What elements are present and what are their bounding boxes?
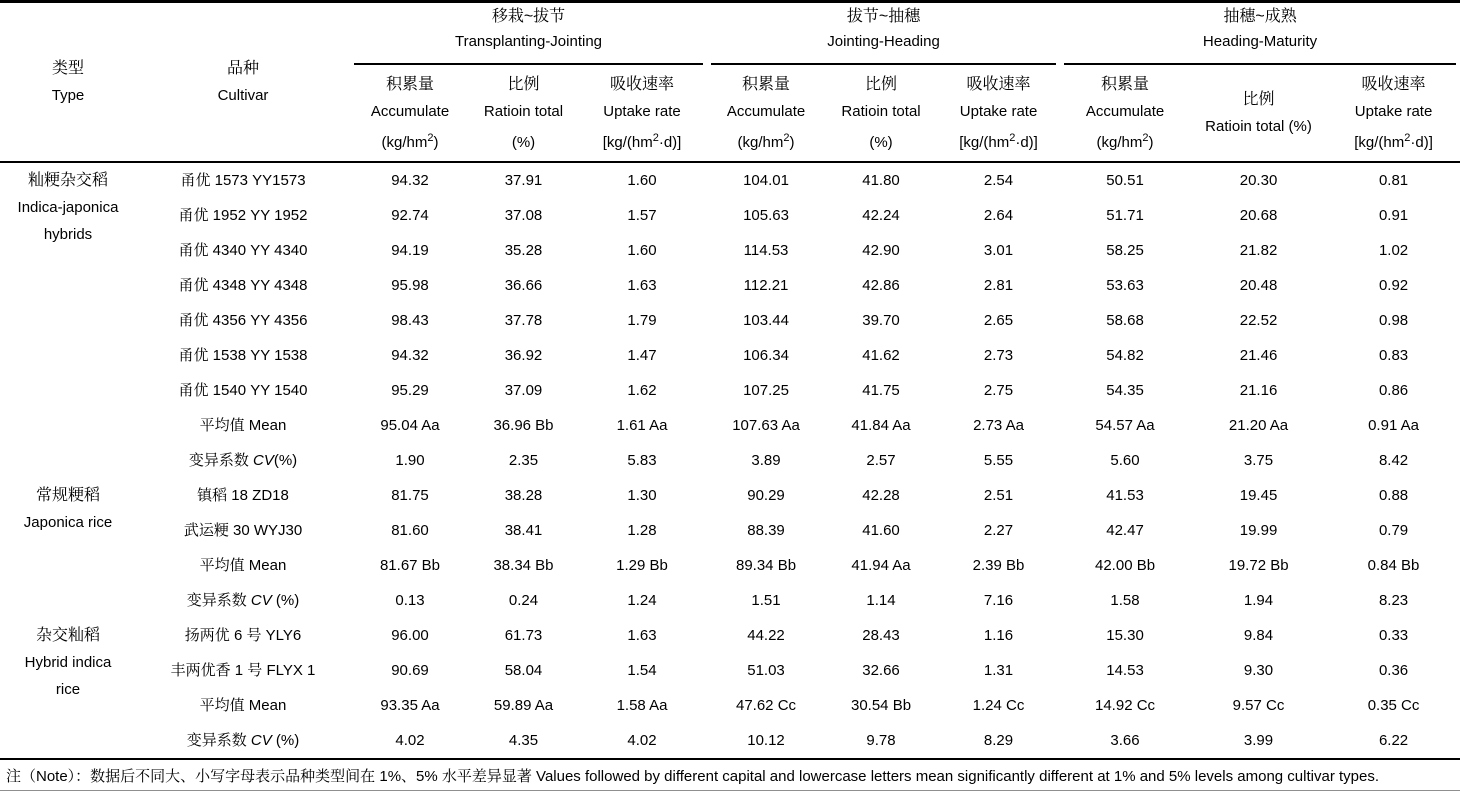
value-cell: 58.68 xyxy=(1106,312,1144,329)
unit-label: $(kg/hm^2)$ xyxy=(737,131,795,151)
value-cell: 1.94 xyxy=(1243,592,1274,609)
value-cell: 19.99 xyxy=(1239,522,1278,539)
value-cell: 2.57 xyxy=(866,452,896,469)
group3-title-zh: 抽穗~成熟 xyxy=(1223,8,1297,25)
value-cell: 37.91 xyxy=(504,172,543,189)
value-cell: 0.35 Cc xyxy=(1367,697,1420,714)
value-cell: 1.60 xyxy=(627,172,657,189)
value-cell: 38.41 xyxy=(504,522,543,539)
table-row xyxy=(0,723,1460,758)
value-cell: 1.57 xyxy=(627,207,657,224)
subheader-g3-accumulate: 积累量 Accumulate $(kg/hm^2)$ xyxy=(1060,65,1190,162)
value-cell: 10.12 xyxy=(747,732,785,749)
group1-title-zh: 移栽~拔节 xyxy=(491,8,566,25)
value-cell: 2.81 xyxy=(983,277,1014,294)
value-cell: 5.55 xyxy=(983,452,1014,469)
value-cell: 3.66 xyxy=(1110,732,1140,749)
value-cell: 15.30 xyxy=(1106,627,1144,644)
value-cell: 59.89 Aa xyxy=(493,697,554,714)
value-cell: 94.32 xyxy=(391,347,429,364)
value-cell: 54.82 xyxy=(1106,347,1144,364)
table-row xyxy=(0,338,1460,373)
value-cell: 41.62 xyxy=(862,347,900,364)
table-row xyxy=(0,653,1460,688)
table-row xyxy=(0,373,1460,408)
value-cell: 20.48 xyxy=(1239,277,1278,294)
value-cell: 95.04 Aa xyxy=(380,417,440,434)
cultivar-cell: 武运粳 30 WYJ30 xyxy=(183,522,303,539)
value-cell: 39.70 xyxy=(862,312,900,329)
value-cell: 14.92 Cc xyxy=(1095,697,1156,714)
value-cell: 41.53 xyxy=(1106,487,1144,504)
value-cell: 2.27 xyxy=(983,522,1014,539)
value-cell: 51.71 xyxy=(1106,207,1144,224)
value-cell: 2.75 xyxy=(983,382,1014,399)
value-cell: 38.28 xyxy=(504,487,543,504)
value-cell: 92.74 xyxy=(391,207,429,224)
group3-title-en: Heading-Maturity xyxy=(1202,33,1318,50)
value-cell: 37.78 xyxy=(504,312,543,329)
cultivar-cell: 平均值 Mean xyxy=(199,557,287,574)
cultivar-cell: 变异系数 CV(%) xyxy=(188,452,298,469)
table-row xyxy=(0,268,1460,303)
value-cell: 58.04 xyxy=(504,662,543,679)
value-cell: 112.21 xyxy=(743,277,789,294)
value-cell: 42.24 xyxy=(862,207,900,224)
type-line: 杂交籼稻 xyxy=(35,627,100,644)
value-cell: 5.60 xyxy=(1110,452,1140,469)
value-cell: 2.64 xyxy=(983,207,1014,224)
value-cell: 21.16 xyxy=(1239,382,1278,399)
value-cell: 2.51 xyxy=(983,487,1014,504)
table-row xyxy=(0,233,1460,268)
value-cell: 36.96 Bb xyxy=(493,417,554,434)
value-cell: 37.08 xyxy=(504,207,543,224)
value-cell: 4.02 xyxy=(395,732,425,749)
value-cell: 8.42 xyxy=(1378,452,1409,469)
value-cell: 81.75 xyxy=(391,487,429,504)
value-cell: 36.66 xyxy=(504,277,543,294)
group2-title-en: Jointing-Heading xyxy=(827,33,940,50)
value-cell: 1.47 xyxy=(627,347,657,364)
value-cell: 44.22 xyxy=(747,627,785,644)
cultivar-cell: 镇稻 18 ZD18 xyxy=(197,487,289,504)
table-row xyxy=(0,303,1460,338)
value-cell: 1.30 xyxy=(627,487,657,504)
cultivar-cell: 甬优 1540 YY 1540 xyxy=(178,382,308,399)
value-cell: 4.35 xyxy=(508,732,539,749)
value-cell: 96.00 xyxy=(391,627,429,644)
value-cell: 0.86 xyxy=(1378,382,1409,399)
header-group-heading-maturity xyxy=(1060,2,1460,66)
table-row xyxy=(0,548,1460,583)
table-footnote: 注（Note）：数据后不同大、小写字母表示品种类型间在 1%、5% 水平差异显著 Values followed by different capital and lowercase letters mean significantly different at 1% and 5% levels among cultivar types. xyxy=(0,758,1460,791)
cultivar-cell: 丰两优香 1 号 FLYX 1 xyxy=(170,662,316,679)
value-cell: 0.81 xyxy=(1378,172,1409,189)
value-cell: 81.67 Bb xyxy=(379,557,441,574)
value-cell: 47.62 Cc xyxy=(735,697,797,714)
value-cell: 38.34 Bb xyxy=(493,557,554,574)
subheader-g3-uptake-rate: 吸收速率 Uptake rate $[kg/(hm^2\cdot d)]$ xyxy=(1327,65,1460,162)
value-cell: 36.92 xyxy=(504,347,543,364)
value-cell: 14.53 xyxy=(1106,662,1144,679)
value-cell: 1.54 xyxy=(627,662,657,679)
header-cultivar-zh: 品种 xyxy=(226,60,259,77)
value-cell: 61.73 xyxy=(504,627,543,644)
unit-label: $[kg/(hm^2\cdot d)]$ xyxy=(959,131,1038,151)
value-cell: 1.16 xyxy=(983,627,1014,644)
value-cell: 105.63 xyxy=(743,207,789,224)
cultivar-cell: 甬优 1538 YY 1538 xyxy=(178,347,308,364)
type-line: Indica-japonica xyxy=(17,199,119,216)
value-cell: 54.35 xyxy=(1106,382,1144,399)
value-cell: 41.60 xyxy=(862,522,900,539)
value-cell: 1.62 xyxy=(627,382,657,399)
table-row xyxy=(0,688,1460,723)
value-cell: 1.51 xyxy=(751,592,781,609)
value-cell: 1.31 xyxy=(983,662,1014,679)
header-group-transplanting-jointing xyxy=(350,2,707,66)
value-cell: 94.32 xyxy=(391,172,429,189)
cultivar-cell: 甬优 4348 YY 4348 xyxy=(178,277,308,294)
value-cell: 0.91 xyxy=(1378,207,1409,224)
value-cell: 21.82 xyxy=(1239,242,1278,259)
header-cultivar xyxy=(136,2,350,163)
value-cell: 94.19 xyxy=(391,242,429,259)
value-cell: 2.65 xyxy=(983,312,1014,329)
value-cell: 53.63 xyxy=(1106,277,1144,294)
value-cell: 22.52 xyxy=(1239,312,1278,329)
value-cell: 20.68 xyxy=(1239,207,1278,224)
value-cell: 90.29 xyxy=(747,487,785,504)
type-line: rice xyxy=(55,681,81,698)
cultivar-cell: 甬优 1952 YY 1952 xyxy=(178,207,308,224)
value-cell: 9.30 xyxy=(1243,662,1274,679)
value-cell: 32.66 xyxy=(862,662,900,679)
type-cell xyxy=(0,162,136,478)
header-type xyxy=(0,2,136,163)
value-cell: 1.14 xyxy=(866,592,896,609)
type-cell xyxy=(0,478,136,618)
value-cell: 20.30 xyxy=(1239,172,1278,189)
type-line: hybrids xyxy=(43,226,93,243)
value-cell: 41.80 xyxy=(862,172,900,189)
value-cell: 8.23 xyxy=(1378,592,1409,609)
value-cell: 5.83 xyxy=(627,452,657,469)
header-group-jointing-heading xyxy=(707,2,1060,66)
header-cultivar-en: Cultivar xyxy=(217,87,269,104)
value-cell: 0.83 xyxy=(1378,347,1409,364)
value-cell: 107.25 xyxy=(743,382,789,399)
value-cell: 42.47 xyxy=(1106,522,1144,539)
subheader-g2-uptake-rate: 吸收速率 Uptake rate $[kg/(hm^2\cdot d)]$ xyxy=(937,65,1060,162)
value-cell: 42.90 xyxy=(862,242,900,259)
value-cell: 30.54 Bb xyxy=(850,697,912,714)
type-line: Japonica rice xyxy=(23,514,113,531)
value-cell: 0.92 xyxy=(1378,277,1409,294)
value-cell: 2.54 xyxy=(983,172,1014,189)
value-cell: 0.91 Aa xyxy=(1368,417,1419,434)
type-cell xyxy=(0,618,136,758)
value-cell: 21.46 xyxy=(1239,347,1278,364)
value-cell: 42.86 xyxy=(862,277,900,294)
value-cell: 19.72 Bb xyxy=(1228,557,1289,574)
value-cell: 98.43 xyxy=(391,312,429,329)
value-cell: 2.73 xyxy=(983,347,1014,364)
value-cell: 95.98 xyxy=(391,277,429,294)
value-cell: 35.28 xyxy=(504,242,543,259)
type-line: Hybrid indica xyxy=(24,654,112,671)
value-cell: 9.57 Cc xyxy=(1232,697,1285,714)
value-cell: 114.53 xyxy=(743,242,789,259)
cultivar-cell: 扬两优 6 号 YLY6 xyxy=(184,627,302,644)
cultivar-cell: 甬优 4340 YY 4340 xyxy=(178,242,308,259)
table-row xyxy=(0,162,1460,198)
value-cell: 0.24 xyxy=(508,592,539,609)
value-cell: 42.28 xyxy=(862,487,900,504)
table-row xyxy=(0,583,1460,618)
unit-label: (%) xyxy=(869,133,893,151)
value-cell: 58.25 xyxy=(1106,242,1144,259)
value-cell: 7.16 xyxy=(983,592,1014,609)
value-cell: 0.84 Bb xyxy=(1367,557,1420,574)
subheader-g1-accumulate: 积累量 Accumulate $(kg/hm^2)$ xyxy=(350,65,470,162)
value-cell: 0.36 xyxy=(1378,662,1409,679)
value-cell: 2.73 Aa xyxy=(973,417,1024,434)
unit-label: (%) xyxy=(511,133,536,151)
cultivar-cell: 平均值 Mean xyxy=(199,697,287,714)
unit-label: $[kg/(hm^2\cdot d)]$ xyxy=(1354,131,1433,151)
table-row xyxy=(0,513,1460,548)
table-row xyxy=(0,198,1460,233)
value-cell: 28.43 xyxy=(862,627,900,644)
value-cell: 1.90 xyxy=(395,452,425,469)
value-cell: 106.34 xyxy=(743,347,789,364)
subheader-g1-ratio: 比例 Ratioin total (%) xyxy=(470,65,577,162)
value-cell: 51.03 xyxy=(747,662,785,679)
value-cell: 1.63 xyxy=(627,277,657,294)
cultivar-cell: 变异系数 CV (%) xyxy=(186,592,300,609)
table-row xyxy=(0,618,1460,653)
value-cell: 6.22 xyxy=(1378,732,1409,749)
value-cell: 54.57 Aa xyxy=(1095,417,1155,434)
value-cell: 89.34 Bb xyxy=(735,557,797,574)
cultivar-cell: 变异系数 CV (%) xyxy=(186,732,300,749)
subheader-g3-ratio: 比例 Ratioin total (%) xyxy=(1190,65,1327,162)
value-cell: 3.75 xyxy=(1243,452,1274,469)
value-cell: 3.99 xyxy=(1243,732,1274,749)
cultivar-cell: 甬优 1573 YY1573 xyxy=(180,172,306,189)
type-line: 籼粳杂交稻 xyxy=(27,172,108,189)
value-cell: 1.58 Aa xyxy=(616,697,668,714)
header-type-en: Type xyxy=(51,87,85,104)
header-type-zh: 类型 xyxy=(51,60,84,77)
value-cell: 21.20 Aa xyxy=(1228,417,1289,434)
value-cell: 104.01 xyxy=(743,172,789,189)
value-cell: 1.24 Cc xyxy=(972,697,1025,714)
value-cell: 0.13 xyxy=(395,592,425,609)
value-cell: 41.75 xyxy=(862,382,900,399)
value-cell: 37.09 xyxy=(504,382,543,399)
value-cell: 93.35 Aa xyxy=(380,697,440,714)
value-cell: 1.29 Bb xyxy=(616,557,668,574)
value-cell: 41.84 Aa xyxy=(851,417,911,434)
subheader-g2-ratio: 比例 Ratioin total (%) xyxy=(825,65,937,162)
value-cell: 1.63 xyxy=(627,627,657,644)
value-cell: 3.89 xyxy=(751,452,781,469)
type-line: 常规粳稻 xyxy=(35,487,100,504)
value-cell: 19.45 xyxy=(1239,487,1278,504)
table-header xyxy=(0,2,1460,163)
unit-label: $(kg/hm^2)$ xyxy=(381,131,439,151)
table-row xyxy=(0,443,1460,478)
subheader-g1-uptake-rate: 吸收速率 Uptake rate $[kg/(hm^2\cdot d)]$ xyxy=(577,65,707,162)
value-cell: 1.61 Aa xyxy=(616,417,668,434)
value-cell: 88.39 xyxy=(747,522,785,539)
value-cell: 0.88 xyxy=(1378,487,1409,504)
unit-label: $(kg/hm^2)$ xyxy=(1096,131,1154,151)
table-body xyxy=(0,162,1460,758)
value-cell: 9.78 xyxy=(866,732,896,749)
value-cell: 1.60 xyxy=(627,242,657,259)
subheader-g2-accumulate: 积累量 Accumulate $(kg/hm^2)$ xyxy=(707,65,825,162)
value-cell: 0.33 xyxy=(1378,627,1409,644)
value-cell: 1.02 xyxy=(1378,242,1409,259)
unit-label: $[kg/(hm^2\cdot d)]$ xyxy=(602,131,682,151)
value-cell: 9.84 xyxy=(1243,627,1274,644)
value-cell: 1.79 xyxy=(627,312,657,329)
value-cell: 95.29 xyxy=(391,382,429,399)
value-cell: 2.39 Bb xyxy=(972,557,1025,574)
value-cell: 8.29 xyxy=(983,732,1014,749)
value-cell: 3.01 xyxy=(983,242,1014,259)
value-cell: 90.69 xyxy=(391,662,429,679)
cultivar-cell: 平均值 Mean xyxy=(199,417,287,434)
value-cell: 103.44 xyxy=(743,312,789,329)
value-cell: 2.35 xyxy=(508,452,539,469)
group1-title-en: Transplanting-Jointing xyxy=(454,33,603,50)
table-row xyxy=(0,408,1460,443)
value-cell: 0.79 xyxy=(1378,522,1409,539)
value-cell: 81.60 xyxy=(391,522,429,539)
cultivar-cell: 甬优 4356 YY 4356 xyxy=(178,312,308,329)
value-cell: 41.94 Aa xyxy=(851,557,911,574)
value-cell: 1.58 xyxy=(1110,592,1140,609)
value-cell: 50.51 xyxy=(1106,172,1144,189)
table-row xyxy=(0,478,1460,513)
value-cell: 107.63 Aa xyxy=(732,417,800,434)
value-cell: 1.24 xyxy=(627,592,657,609)
value-cell: 0.98 xyxy=(1378,312,1409,329)
value-cell: 42.00 Bb xyxy=(1095,557,1156,574)
value-cell: 4.02 xyxy=(627,732,657,749)
value-cell: 1.28 xyxy=(627,522,657,539)
group2-title-zh: 拔节~抽穗 xyxy=(846,8,921,25)
